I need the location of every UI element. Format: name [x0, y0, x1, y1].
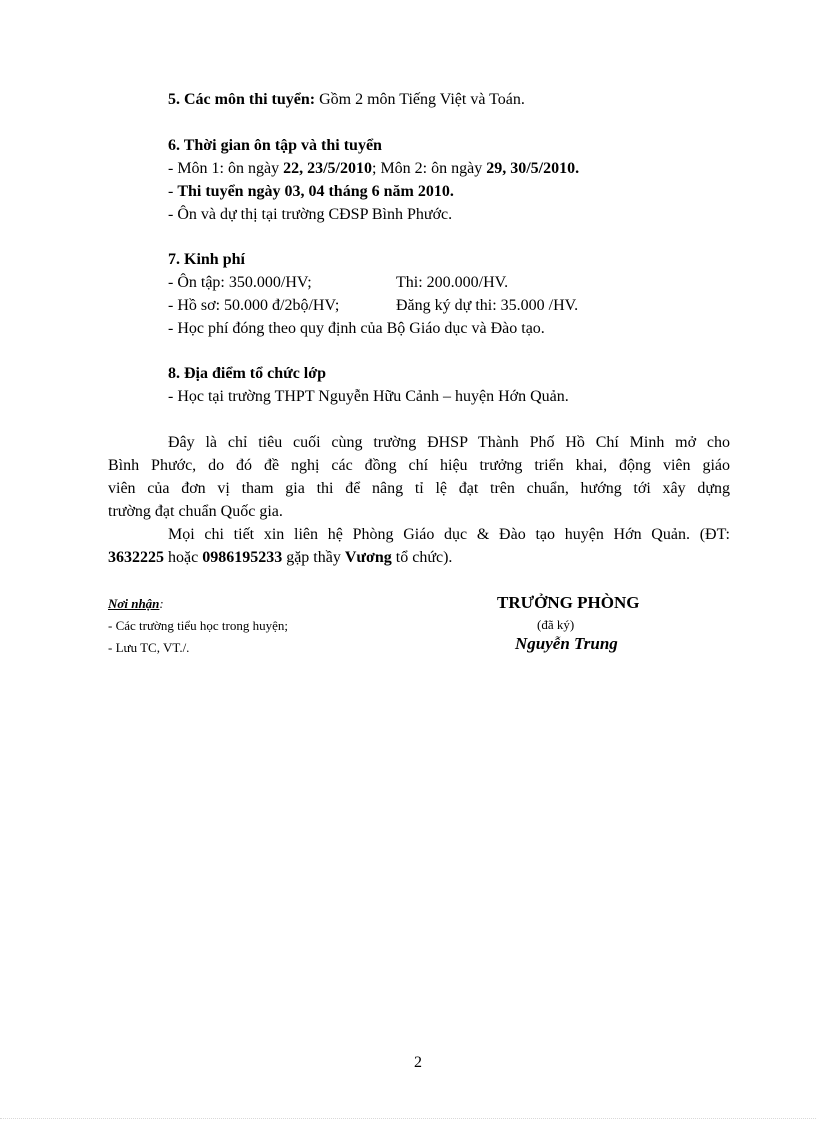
section7-line1a: - Ôn tập: 350.000/HV; — [168, 274, 312, 291]
section6-l1-mid: ; Môn 2: ôn ngày — [372, 160, 487, 177]
phone-number-2: 0986195233 — [202, 549, 283, 566]
section7-line3: - Học phí đóng theo quy định của Bộ Giáo dục và Đào tạo. — [168, 320, 545, 337]
section8-heading: 8. Địa điểm tổ chức lớp — [168, 365, 327, 382]
recipient-item-2: - Lưu TC, VT./. — [108, 640, 190, 655]
signature-title: TRƯỞNG PHÒNG — [497, 593, 640, 612]
signature-name: Nguyễn Trung — [515, 634, 618, 653]
section8-line1: - Học tại trường THPT Nguyễn Hữu Cảnh – huyện Hớn Quản. — [168, 388, 569, 405]
para2-line2 — [108, 547, 452, 569]
section6-line3: - Ôn và dự thị tại trường CĐSP Bình Phước. — [168, 206, 453, 223]
recipient-item-1: - Các trường tiểu học trong huyện; — [108, 618, 288, 633]
para1-line3: viên của đơn vị tham gia thi để nâng tỉ lệ đạt trên chuẩn, hướng tới xây dựng — [108, 480, 730, 497]
section6-line2 — [168, 182, 454, 202]
para1-line2: Bình Phước, do đó đề nghị các đồng chí hiệu trưởng triển khai, động viên giáo — [108, 457, 730, 474]
section6-l1-dates2: 29, 30/5/2010. — [486, 160, 580, 177]
para2-end: tổ chức). — [391, 549, 453, 566]
section6-heading: 6. Thời gian ôn tập và thi tuyển — [168, 137, 382, 154]
phone-number-1: 3632225 — [108, 549, 164, 566]
para1-line4: trường đạt chuẩn Quốc gia. — [108, 503, 283, 520]
recipients-label: Nơi nhận — [108, 596, 160, 611]
recipients-label-line — [108, 594, 164, 614]
section6-l2-text: Thi tuyển ngày 03, 04 tháng 6 năm 2010. — [177, 183, 454, 200]
para1-line1: Đây là chỉ tiêu cuối cùng trường ĐHSP Thành Phố Hồ Chí Minh mở cho — [168, 434, 730, 451]
section6-line1 — [168, 159, 579, 179]
page-bottom-border — [0, 1118, 816, 1119]
section7-line1b: Thi: 200.000/HV. — [396, 274, 509, 291]
signature-signed: (đã ký) — [537, 617, 575, 632]
section7-heading: 7. Kinh phí — [168, 251, 245, 268]
section5-text: Gồm 2 môn Tiếng Việt và Toán. — [315, 91, 525, 108]
para2-line1: Mọi chi tiết xin liên hệ Phòng Giáo dục & Đào tạo huyện Hớn Quản. (ĐT: — [168, 526, 730, 543]
section5-line — [168, 90, 525, 110]
section7-line2a: - Hồ sơ: 50.000 đ/2bộ/HV; — [168, 297, 340, 314]
para2-or: hoặc — [164, 549, 203, 566]
page-number: 2 — [414, 1054, 422, 1071]
contact-name: Vương — [344, 549, 392, 566]
section6-l1-prefix: - Môn 1: ôn ngày — [168, 160, 284, 177]
section6-l1-dates1: 22, 23/5/2010 — [283, 160, 372, 177]
para2-meet: gặp thầy — [282, 549, 345, 566]
section5-heading: 5. Các môn thi tuyển: — [168, 91, 316, 108]
section7-line2b: Đăng ký dự thi: 35.000 /HV. — [396, 297, 579, 314]
section6-l2-dash: - — [168, 183, 178, 200]
recipients-colon: : — [159, 596, 164, 611]
